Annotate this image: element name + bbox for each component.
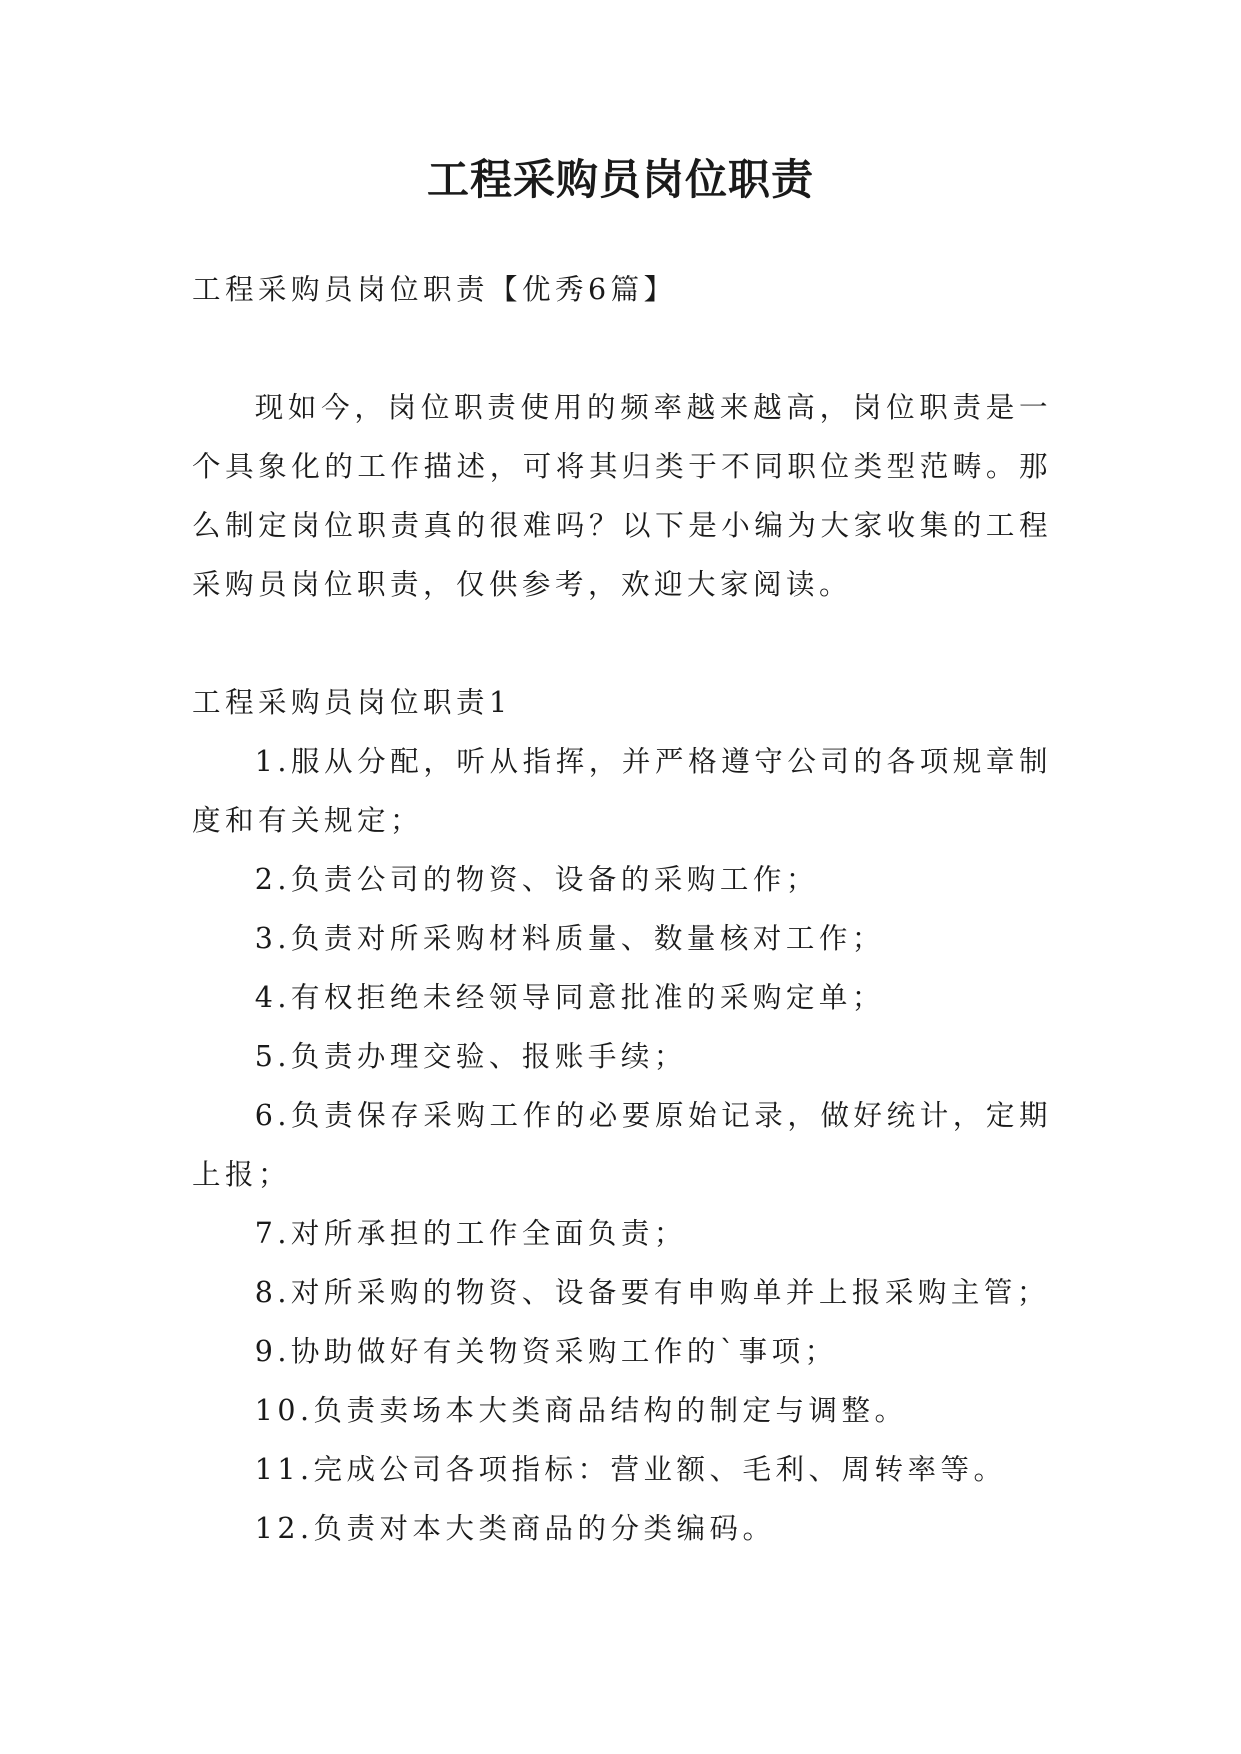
list-item: 2.负责公司的物资、设备的采购工作； xyxy=(254,863,819,896)
intro-paragraph: 现如今，岗位职责使用的频率越来越高，岗位职责是一个具象化的工作描述，可将其归类于不同职位类型范畴。那么制定岗位职责真的很难吗？以下是小编为大家收集的工程采购员岗位职责，仅供参考，欢迎大家阅读。 xyxy=(192,391,1052,601)
list-item: 11.完成公司各项指标：营业额、毛利、周转率等。 xyxy=(254,1453,1007,1486)
list-item: 6.负责保存采购工作的必要原始记录，做好统计，定期上报； xyxy=(192,1099,1052,1191)
list-item: 8.对所采购的物资、设备要有申购单并上报采购主管； xyxy=(254,1276,1050,1309)
document-subtitle: 工程采购员岗位职责【优秀6篇】 xyxy=(192,273,677,306)
list-item: 3.负责对所采购材料质量、数量核对工作； xyxy=(254,922,885,955)
list-item: 5.负责办理交验、报账手续； xyxy=(254,1040,687,1073)
spacer xyxy=(192,614,1052,673)
list-item: 1.服从分配，听从指挥，并严格遵守公司的各项规章制度和有关规定； xyxy=(192,745,1052,837)
spacer xyxy=(192,319,1052,378)
document-body xyxy=(192,260,1052,1558)
page-title: 工程采购员岗位职责 xyxy=(426,155,814,204)
list-item: 10.负责卖场本大类商品结构的制定与调整。 xyxy=(254,1394,908,1427)
list-item: 4.有权拒绝未经领导同意批准的采购定单； xyxy=(254,981,885,1014)
list-item: 9.协助做好有关物资采购工作的`事项； xyxy=(254,1335,838,1368)
list-item: 12.负责对本大类商品的分类编码。 xyxy=(254,1512,776,1545)
list-item: 7.对所承担的工作全面负责； xyxy=(254,1217,687,1250)
section-heading: 工程采购员岗位职责1 xyxy=(192,686,512,719)
